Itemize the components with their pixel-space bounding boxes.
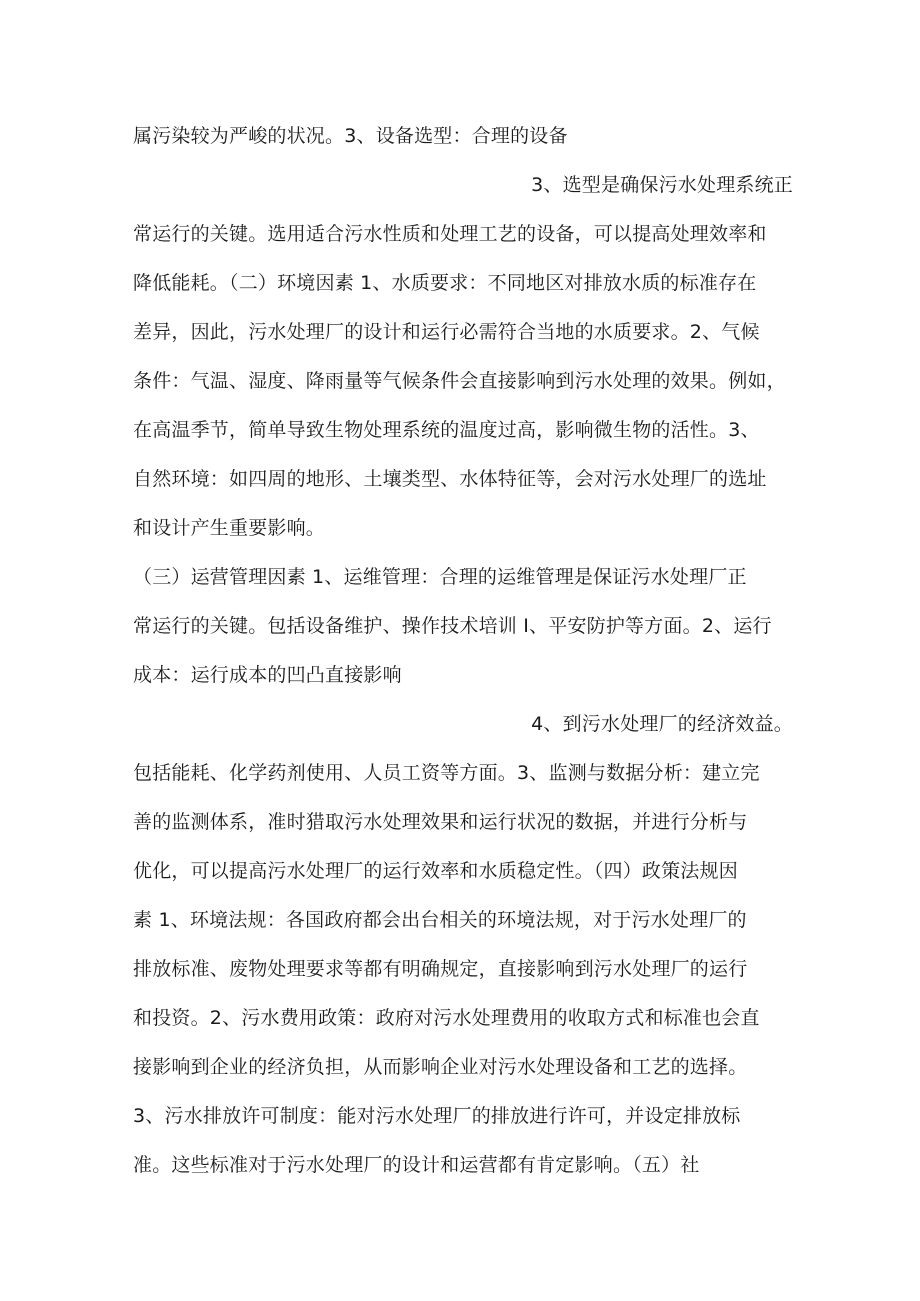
text-line: 素 1、环境法规：各国政府都会出台相关的环境法规，对于污水处理厂的	[133, 909, 747, 931]
text-line: 3、污水排放许可制度：能对污水处理厂的排放进行许可，并设定排放标	[133, 1105, 741, 1127]
text-line: 包括能耗、化学药剂使用、人员工资等方面。3、监测与数据分析：建立完	[133, 762, 760, 784]
text-line: 准。这些标准对于污水处理厂的设计和运营都有肯定影响。（五）社	[133, 1154, 700, 1176]
text-line: 4、到污水处理厂的经济效益。	[531, 713, 793, 735]
text-line: 排放标准、废物处理要求等都有明确规定，直接影响到污水处理厂的运行	[133, 958, 748, 980]
text-line: 接影响到企业的经济负担，从而影响企业对污水处理设备和工艺的选择。	[133, 1056, 748, 1078]
text-line: 常运行的关键。包括设备维护、操作技术培训 I、平安防护等方面。2、运行	[133, 615, 772, 637]
text-line: 常运行的关键。选用适合污水性质和处理工艺的设备，可以提高处理效率和	[133, 223, 767, 245]
text-line: 降低能耗。（二）环境因素 1、水质要求：不同地区对排放水质的标准存在	[133, 272, 757, 294]
text-line: 优化，可以提高污水处理厂的运行效率和水质稳定性。（四）政策法规因	[133, 860, 738, 882]
text-line: 自然环境：如四周的地形、土壤类型、水体特征等，会对污水处理厂的选址	[133, 468, 767, 490]
text-line: （三）运营管理因素 1、运维管理：合理的运维管理是保证污水处理厂正	[133, 566, 747, 588]
text-line: 和设计产生重要影响。	[133, 517, 326, 539]
text-line: 成本：运行成本的凹凸直接影响	[133, 664, 402, 686]
text-line: 属污染较为严峻的状况。3、设备选型：合理的设备	[133, 125, 568, 147]
text-line: 在高温季节，简单导致生物处理系统的温度过高，影响微生物的活性。3、	[133, 419, 760, 441]
text-line: 条件：气温、湿度、降雨量等气候条件会直接影响到污水处理的效果。例如，	[133, 370, 786, 392]
text-line: 和投资。2、污水费用政策：政府对污水处理费用的收取方式和标准也会直	[133, 1007, 760, 1029]
text-line: 差异，因此，污水处理厂的设计和运行必需符合当地的水质要求。2、气候	[133, 321, 760, 343]
text-line: 3、选型是确保污水处理系统正	[531, 174, 793, 196]
text-line: 善的监测体系，准时猎取污水处理效果和运行状况的数据，并进行分析与	[133, 811, 748, 833]
